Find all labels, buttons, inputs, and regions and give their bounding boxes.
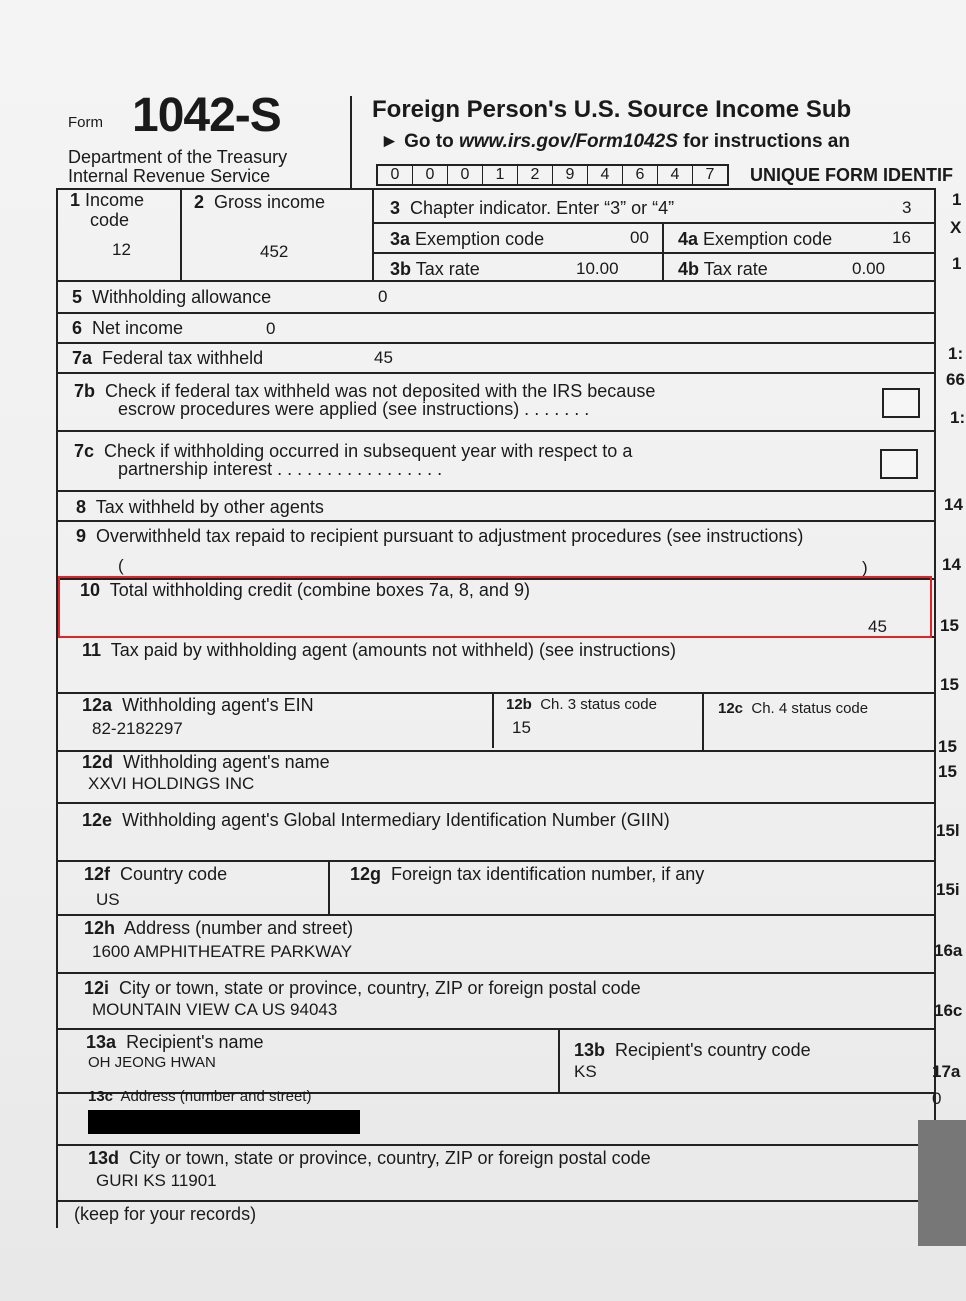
box12f-value: US bbox=[96, 890, 120, 909]
right-col-text: 17a bbox=[932, 1062, 961, 1081]
box12h-label: 12h Address (number and street) bbox=[84, 918, 354, 938]
grid-line bbox=[56, 692, 936, 694]
department-label bbox=[68, 148, 287, 186]
right-col-text: 15l bbox=[936, 821, 960, 840]
box12c-label: 12c Ch. 4 status code bbox=[718, 700, 869, 717]
box6-label: 6 Net income bbox=[72, 318, 184, 338]
box4a-value: 16 bbox=[892, 228, 911, 247]
grid-line bbox=[558, 1028, 560, 1092]
box12g-label: 12g Foreign tax identification number, if any bbox=[350, 864, 705, 884]
box12i-value: MOUNTAIN VIEW CA US 94043 bbox=[92, 1000, 338, 1019]
box13b-label: 13b Recipient's country code bbox=[574, 1040, 811, 1060]
box10-label: 10 Total withholding credit (combine boxes 7a, 8, and 9) bbox=[80, 580, 530, 600]
ufi-digit: 0 bbox=[448, 166, 483, 184]
box9-open-paren: ( bbox=[118, 556, 124, 575]
box4b-value: 0.00 bbox=[852, 259, 886, 278]
right-col-text: 16a bbox=[934, 941, 963, 960]
box2-label: 2 Gross income bbox=[194, 192, 326, 212]
box1-label: 1 Income bbox=[70, 190, 145, 210]
box12b-value: 15 bbox=[512, 718, 531, 737]
right-col-text: 0 bbox=[932, 1089, 942, 1108]
box12b-label: 12b Ch. 3 status code bbox=[506, 696, 657, 713]
grid-line bbox=[56, 860, 936, 862]
box3a-value: 00 bbox=[630, 228, 649, 247]
box10-highlight bbox=[58, 576, 932, 638]
box7b-checkbox[interactable] bbox=[882, 388, 920, 418]
ufi-digit: 4 bbox=[588, 166, 623, 184]
grid-line bbox=[56, 1144, 936, 1146]
box7a-value: 45 bbox=[374, 348, 393, 367]
grid-line bbox=[56, 972, 936, 974]
box6-value: 0 bbox=[266, 319, 276, 338]
box1-label-2: code bbox=[90, 210, 130, 230]
box12a-value: 82-2182297 bbox=[92, 719, 183, 738]
box7c-label-2: partnership interest . . . . . . . . . . . . . . . . . bbox=[118, 459, 443, 479]
box12d-value: XXVI HOLDINGS INC bbox=[88, 774, 255, 793]
ufi-digit: 4 bbox=[658, 166, 693, 184]
grid-line bbox=[56, 372, 936, 374]
right-col-text: 14 bbox=[944, 495, 963, 514]
box3a-label: 3a Exemption code bbox=[390, 229, 545, 249]
box3b-value: 10.00 bbox=[576, 259, 619, 278]
right-col-text: 1 bbox=[952, 254, 962, 273]
ufi-digit: 0 bbox=[413, 166, 448, 184]
grid-line bbox=[372, 222, 936, 224]
box13a-label: 13a Recipient's name bbox=[86, 1032, 264, 1052]
keep-for-records: (keep for your records) bbox=[74, 1204, 257, 1224]
box12d-label: 12d Withholding agent's name bbox=[82, 752, 330, 772]
redacted-address-bar bbox=[88, 1110, 360, 1134]
grid-line bbox=[328, 860, 330, 914]
right-col-text: 15 bbox=[940, 616, 959, 635]
box7a-label: 7a Federal tax withheld bbox=[72, 348, 264, 368]
grid-line bbox=[56, 280, 936, 282]
box8-label: 8 Tax withheld by other agents bbox=[76, 497, 324, 517]
header-divider bbox=[350, 96, 352, 188]
form-grid bbox=[56, 188, 936, 1238]
ufi-digit: 9 bbox=[553, 166, 588, 184]
form-number: 1042-S bbox=[132, 89, 281, 142]
right-col-text: 16c bbox=[934, 1001, 963, 1020]
grid-line bbox=[372, 188, 374, 280]
ufi-digit: 0 bbox=[378, 166, 413, 184]
box13a-value: OH JEONG HWAN bbox=[88, 1054, 216, 1071]
box3b-label: 3b Tax rate bbox=[390, 259, 480, 279]
box4b-label: 4b Tax rate bbox=[678, 259, 768, 279]
box3-label: 3 Chapter indicator. Enter “3” or “4” bbox=[390, 198, 675, 218]
ufi-digit: 7 bbox=[705, 166, 715, 183]
right-col-text: 14 bbox=[942, 555, 961, 574]
grid-line bbox=[56, 914, 936, 916]
box12f-label: 12f Country code bbox=[84, 864, 228, 884]
grid-line bbox=[662, 222, 664, 280]
grid-line bbox=[492, 692, 494, 748]
ufi-digit: 2 bbox=[518, 166, 553, 184]
dept-line-2: Internal Revenue Service bbox=[68, 166, 271, 186]
grid-line bbox=[56, 430, 936, 432]
ufi-label: UNIQUE FORM IDENTIF bbox=[750, 165, 953, 185]
box3-value: 3 bbox=[902, 198, 912, 217]
goto-prefix: ► Go to bbox=[380, 131, 459, 152]
grid-line bbox=[372, 252, 936, 254]
right-col-text: 15 bbox=[938, 762, 957, 781]
box13c-label: 13c Address (number and street) bbox=[88, 1088, 312, 1105]
box13d-label: 13d City or town, state or province, country, ZIP or foreign postal code bbox=[88, 1148, 651, 1168]
box7b-label-2: escrow procedures were applied (see instructions) . . . . . . . bbox=[118, 399, 590, 419]
box12h-value: 1600 AMPHITHEATRE PARKWAY bbox=[92, 942, 353, 961]
grid-line bbox=[180, 188, 182, 280]
right-col-text: 66 bbox=[946, 370, 965, 389]
box5-value: 0 bbox=[378, 287, 388, 306]
right-col-text: 1: bbox=[948, 344, 964, 363]
right-col-text: 1 bbox=[952, 190, 962, 209]
box12i-label: 12i City or town, state or province, country, ZIP or foreign postal code bbox=[84, 978, 641, 998]
grid-line bbox=[56, 1028, 936, 1030]
unique-form-identifier-boxes bbox=[376, 164, 729, 186]
right-col-text: 1: bbox=[950, 408, 966, 427]
grid-line bbox=[702, 692, 704, 752]
right-col-text: X bbox=[950, 218, 962, 237]
box5-label: 5 Withholding allowance bbox=[72, 287, 272, 307]
box9-label: 9 Overwithheld tax repaid to recipient pursuant to adjustment procedures (see instructions) bbox=[76, 526, 804, 546]
form-title: Foreign Person's U.S. Source Income Sub bbox=[372, 96, 852, 123]
box7b-label: 7b Check if federal tax withheld was not deposited with the IRS because bbox=[74, 381, 656, 401]
right-col-text: 15i bbox=[936, 880, 960, 899]
grid-line bbox=[56, 342, 936, 344]
right-col-text: 15 bbox=[940, 675, 959, 694]
shaded-area bbox=[918, 1120, 966, 1246]
grid-line bbox=[56, 802, 936, 804]
grid-line bbox=[56, 188, 58, 1228]
box7c-checkbox[interactable] bbox=[880, 449, 918, 479]
grid-line bbox=[56, 490, 936, 492]
grid-line bbox=[56, 520, 936, 522]
goto-suffix: for instructions an bbox=[677, 131, 850, 152]
box12a-label: 12a Withholding agent's EIN bbox=[82, 695, 314, 715]
box4a-label: 4a Exemption code bbox=[678, 229, 833, 249]
box13d-value: GURI KS 11901 bbox=[96, 1171, 217, 1190]
instructions-line bbox=[380, 131, 850, 153]
right-col-text: 15 bbox=[938, 737, 957, 756]
ufi-digit: 6 bbox=[623, 166, 658, 184]
grid-line bbox=[56, 312, 936, 314]
form-word: Form bbox=[68, 114, 103, 131]
box9-close-paren: ) bbox=[862, 558, 868, 577]
box7c-label: 7c Check if withholding occurred in subsequent year with respect to a bbox=[74, 441, 633, 461]
box11-label: 11 Tax paid by withholding agent (amounts not withheld) (see instructions) bbox=[82, 640, 677, 660]
dept-line-1: Department of the Treasury bbox=[68, 147, 288, 167]
box2-value: 452 bbox=[260, 242, 289, 261]
grid-line bbox=[56, 188, 936, 190]
ufi-digit: 1 bbox=[483, 166, 518, 184]
irs-url-link[interactable]: www.irs.gov/Form1042S bbox=[458, 131, 678, 152]
grid-line bbox=[56, 1200, 936, 1202]
box1-value: 12 bbox=[112, 240, 131, 259]
box10-value: 45 bbox=[868, 617, 887, 636]
box13b-value: KS bbox=[574, 1062, 597, 1081]
box12e-label: 12e Withholding agent's Global Intermediary Identification Number (GIIN) bbox=[82, 810, 670, 830]
